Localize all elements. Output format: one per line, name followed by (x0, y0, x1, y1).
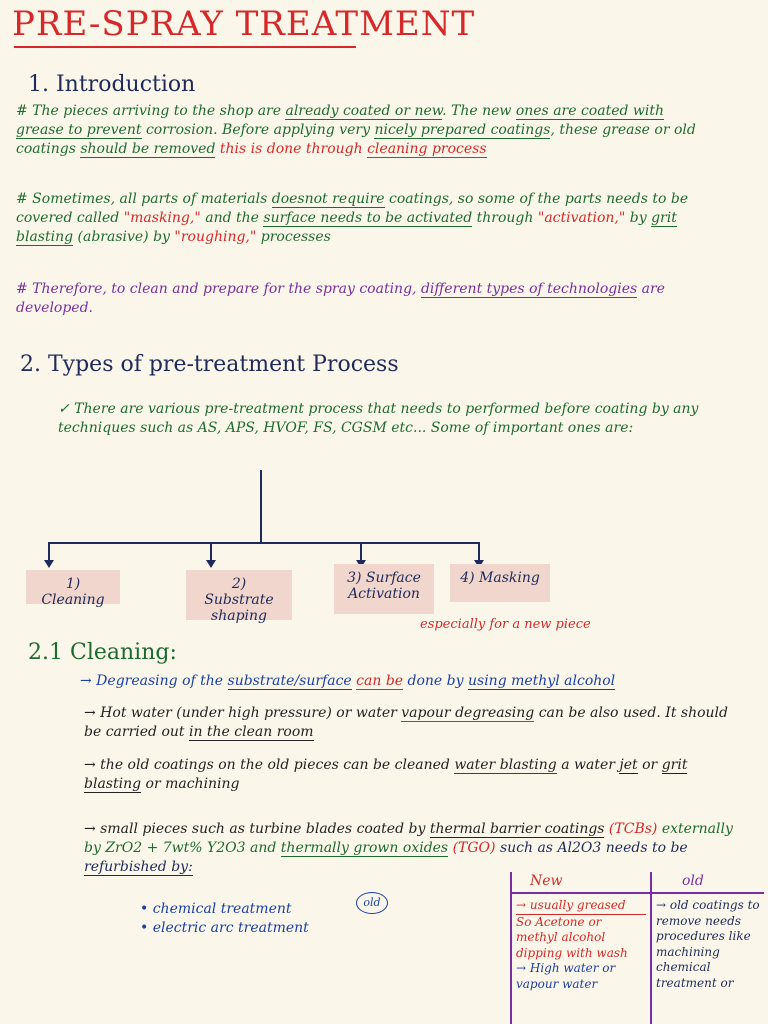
text: and the (200, 209, 264, 226)
list-item: So Acetone or methyl alcohol dipping with wash (516, 914, 628, 960)
text: by (625, 209, 652, 226)
list-item: • electric arc treatment (140, 919, 309, 936)
types-heading: 2. Types of pre-treatment Process (20, 352, 399, 377)
text: ones are coated with grease to prevent (16, 103, 665, 138)
old-column (656, 898, 760, 992)
col-new-header: New (530, 873, 563, 889)
intro-paragraph-3 (16, 280, 716, 318)
tree-connector (210, 542, 212, 562)
text: → Degreasing of the (80, 673, 228, 689)
text: water blasting (454, 757, 557, 773)
text: thermal barrier coatings (429, 821, 605, 837)
cleaning-bullet-1 (80, 672, 750, 691)
text: nicely prepared coatings (374, 121, 551, 138)
tree-connector (260, 470, 262, 542)
intro-paragraph-2 (16, 190, 716, 247)
text: or machining (141, 775, 240, 792)
text: (TGO) (448, 839, 496, 856)
type-box-surface-activation: 3) Surface Activation (334, 564, 434, 614)
text: vapour degreasing (401, 705, 535, 721)
text: → small pieces such as turbine blades coated by (84, 821, 430, 837)
table-divider-middle (650, 872, 652, 1024)
intro-heading: 1. Introduction (28, 72, 196, 97)
new-column (516, 898, 646, 993)
text: doesnot require (271, 191, 385, 207)
arrow-down-icon (44, 560, 54, 568)
text: coatings, so some of the parts needs to be covered called (16, 191, 689, 226)
text: old (363, 896, 381, 909)
cleaning-bullet-3 (84, 756, 744, 794)
table-divider-left (510, 872, 512, 1024)
cleaning-bullet-4 (84, 820, 748, 877)
cleaning-bullet-2 (84, 704, 744, 742)
text: grit blasting (16, 209, 677, 245)
text: . The new (442, 103, 516, 119)
text: in the clean room (188, 723, 314, 740)
text: this is done through (215, 140, 368, 157)
text: (TCBs) (604, 821, 658, 837)
text: done by (403, 673, 468, 689)
type-box-substrate-shaping: 2) Substrate shaping (186, 570, 292, 620)
type-box-masking: 4) Masking (450, 564, 550, 602)
text: "activation," (537, 209, 626, 226)
types-intro: ✓ There are various pre-treatment process that needs to performed before coating by any techniques such as AS, APS, HVOF, FS, CGSM etc... Some of important ones are: (58, 401, 699, 436)
list-item: → old coatings to remove needs procedures like machining (656, 898, 760, 959)
tree-connector (48, 542, 480, 544)
text: thermally grown oxides (280, 839, 449, 856)
cleaning-heading: 2.1 Cleaning: (28, 640, 177, 665)
list-item: → High water or vapour water (516, 961, 616, 991)
table-header-line (510, 892, 764, 894)
text: externally by ZrO2 + 7wt% Y2O3 and (84, 821, 733, 856)
tree-connector (478, 542, 480, 562)
text: such as Al2O3 needs to be (495, 839, 688, 856)
text: "roughing," (174, 228, 257, 245)
text: refurbished by: (84, 858, 193, 875)
text: , these grease or old coatings (16, 121, 696, 157)
text: (abrasive) by (73, 228, 175, 245)
text: corrosion. Before applying very (141, 121, 375, 138)
text: different types of technologies (420, 281, 638, 297)
text: already coated or new (285, 103, 443, 119)
text: are developed. (16, 281, 665, 316)
col-old-header: old (682, 873, 704, 889)
text: processes (256, 228, 331, 245)
new-old-table (510, 872, 764, 1024)
text: through (472, 209, 538, 226)
text: → Hot water (under high pressure) or water (84, 705, 402, 721)
text: cleaning process (367, 140, 487, 157)
text: "masking," (123, 209, 201, 226)
tree-connector (48, 542, 50, 562)
text: jet (619, 757, 638, 773)
text: grit blasting (84, 757, 688, 792)
text: substrate/surface (227, 673, 352, 689)
text: # The pieces arriving to the shop are (16, 103, 286, 119)
list-item: chemical treatment or (656, 960, 734, 990)
intro-paragraph-1 (16, 102, 716, 159)
old-circle-mark (356, 892, 388, 914)
text: can be (356, 673, 404, 689)
title-underline (14, 46, 356, 48)
text: # Sometimes, all parts of materials (16, 191, 272, 207)
text: can be also used. It should be carried out (84, 705, 728, 740)
text: # Therefore, to clean and prepare for the spray coating, (16, 281, 421, 297)
page-title: PRE-SPRAY TREATMENT (12, 4, 476, 44)
list-item: • chemical treatment (140, 901, 292, 917)
text: using methyl alcohol (468, 673, 616, 689)
text: → the old coatings on the old pieces can be cleaned (84, 757, 455, 773)
treatment-list (140, 900, 360, 938)
arrow-down-icon (206, 560, 216, 568)
text: should be removed (80, 140, 216, 157)
text: or (637, 757, 662, 773)
text: a water (556, 757, 620, 773)
type-box-cleaning: 1) Cleaning (26, 570, 120, 604)
text: surface needs to be activated (263, 209, 473, 226)
list-item: → usually greased (516, 898, 646, 915)
cleaning-note: especially for a new piece (420, 617, 591, 632)
tree-connector (360, 542, 362, 562)
